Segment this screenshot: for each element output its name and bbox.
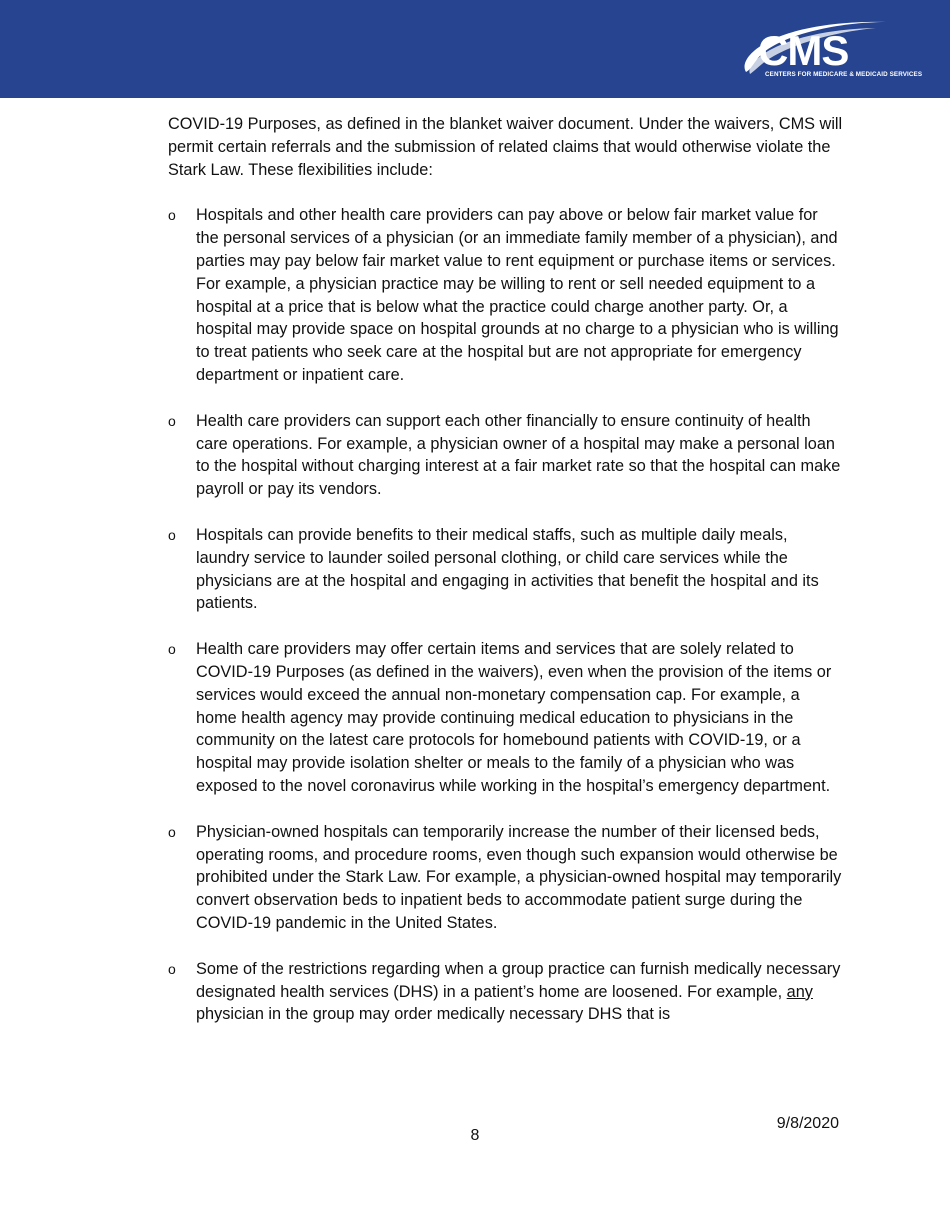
list-item-text: Hospitals can provide benefits to their medical staffs, such as multiple daily meals, laundry service to launder soiled personal clothing, or child care services while the physicians are at the hospital and engaging in activities that benefit the hospital and its patients. bbox=[196, 525, 819, 613]
cms-logo-text: CMS bbox=[758, 27, 849, 74]
bullet-marker: o bbox=[168, 641, 176, 658]
underlined-word: any bbox=[786, 982, 813, 1001]
list-item-text-after: physician in the group may order medically necessary DHS that is bbox=[196, 1005, 671, 1024]
list-item-text: Hospitals and other health care providers can pay above or below fair market value for the personal services of a physician (or an immediate family member of a physician), and parties may pay below fair market value to rent equipment or purchase items or services. For example, a physician practice may be willing to rent or sell needed equipment to a hospital at a price that is below what the practice could charge another party. Or, a hospital may provide space on hospital grounds at no charge to a physician who is willing to treat patients who seek care at the hospital but are not appropriate for emergency department or inpatient care. bbox=[196, 206, 839, 384]
bullet-marker: o bbox=[168, 823, 176, 840]
document-date: 9/8/2020 bbox=[776, 1115, 839, 1132]
bullet-marker: o bbox=[168, 960, 176, 977]
list-item bbox=[168, 958, 843, 1026]
list-item-text: Health care providers may offer certain items and services that are solely related to COVID-19 Purposes (as defined in the waivers), even when the provision of the items or services would exceed the annual non-monetary compensation cap. For example, a home health agency may provide continuing medical education to physicians in the community on the latest care protocols for homebound patients with COVID-19, or a hospital may provide isolation shelter or meals to the family of a physician who was exposed to the novel coronavirus while working in the hospital’s emergency department. bbox=[196, 640, 832, 795]
bullet-marker: o bbox=[168, 412, 176, 429]
list-item bbox=[168, 410, 843, 501]
list-item bbox=[168, 821, 843, 935]
cms-logo-subtext: CENTERS FOR MEDICARE & MEDICAID SERVICES bbox=[765, 71, 923, 78]
bullet-marker: o bbox=[168, 526, 176, 543]
header-banner bbox=[0, 0, 950, 98]
list-item bbox=[168, 204, 843, 386]
list-item-text-before: Some of the restrictions regarding when a group practice can furnish medically necessary designated health services (DHS) in a patient’s home are loosened. For example, bbox=[196, 959, 841, 1001]
bullet-marker: o bbox=[168, 207, 176, 224]
list-item bbox=[168, 524, 843, 615]
list-item bbox=[168, 638, 843, 798]
list-item-text: Physician-owned hospitals can temporarily increase the number of their licensed beds, operating rooms, and procedure rooms, even though such expansion would otherwise be prohibited under the Stark Law. For example, a physician-owned hospital may temporarily convert observation beds to inpatient beds to accommodate patient surge during the COVID-19 pandemic in the United States. bbox=[196, 822, 842, 932]
list-item-text: Health care providers can support each other financially to ensure continuity of health care operations. For example, a physician owner of a hospital may make a personal loan to the hospital without charging interest at a fair market rate so that the hospital can make payroll or pay its vendors. bbox=[196, 411, 841, 499]
intro-paragraph: COVID-19 Purposes, as defined in the blanket waiver document. Under the waivers, CMS will permit certain referrals and the submission of related claims that would otherwise violate the Stark Law. These flexibilities include: bbox=[168, 115, 843, 179]
document-body bbox=[168, 113, 843, 1049]
page-number: 8 bbox=[470, 1127, 480, 1144]
